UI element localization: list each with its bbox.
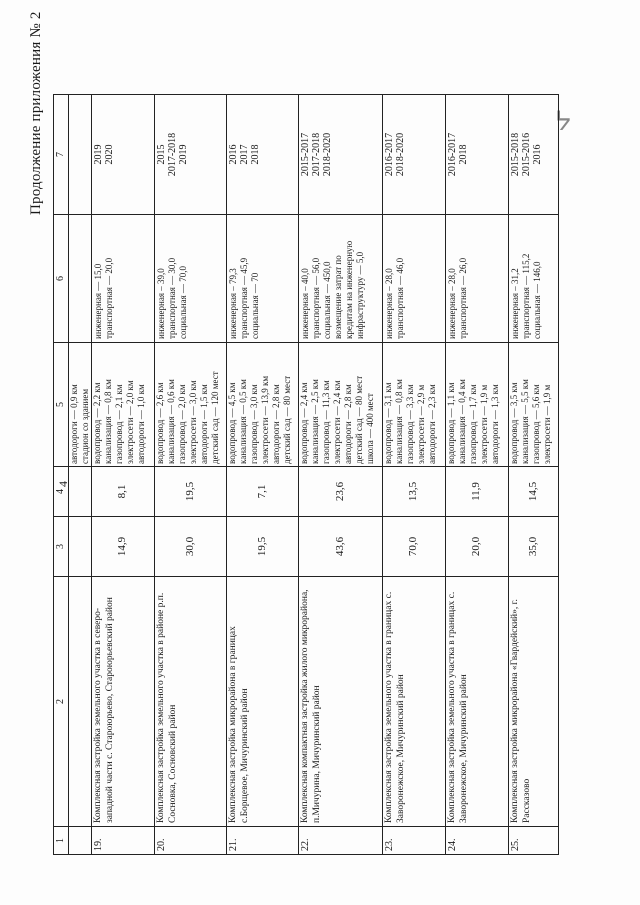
table-row [509, 95, 559, 855]
row-number: 23. [383, 827, 446, 855]
infrastructure-list: водопровод — 3,1 км канализация — 0,8 км газопровод — 3,3 км электросети — 2,9 м автодороги — 2,3 км [383, 343, 446, 467]
header-cell: 1 [54, 827, 69, 855]
row-number: 19. [92, 827, 155, 855]
project-name: Комплексная застройка земельного участка в границах с. Заворонежское, Мичуринский район [383, 577, 446, 827]
header-cell: 5 [54, 343, 69, 467]
area-value: 19,5 [227, 517, 299, 577]
funding-list: инженерная – 28,0 транспортная — 26,0 [446, 215, 509, 343]
housing-value: 13,5 [383, 467, 446, 517]
table-row [155, 95, 227, 855]
funding-list: инженерная — 15,0 транспортная — 20,0 [92, 215, 155, 343]
years-list: 2019 2020 [92, 95, 155, 215]
housing-value: 11,9 [446, 467, 509, 517]
document-title: Продолжение приложения № 2 [28, 11, 44, 215]
table-row [299, 95, 383, 855]
infrastructure-list: водопровод — 2,6 км канализация — 0,6 км газопровод — 2,0 км электросети — 3,0 км автодороги — 1,5 км детский сад — 120 мест [155, 343, 227, 467]
header-cell: 7 [54, 95, 69, 215]
years-list: 2015-2017 2017-2018 2018-2020 [299, 95, 383, 215]
area-value: 43,6 [299, 517, 383, 577]
area-value: 70,0 [383, 517, 446, 577]
handwritten-mark: ᔭ [554, 106, 572, 137]
header-cell: 2 [54, 577, 69, 827]
project-name: Комплексная застройка земельного участка в северо-западной части с. Староюрьево, Староюрьевский район [92, 577, 155, 827]
carryover-row [69, 95, 92, 855]
area-value: 30,0 [155, 517, 227, 577]
funding-list: инженерная – 79,3 транспортная — 45,9 социальная — 70 [227, 215, 299, 343]
housing-value: 23,6 [299, 467, 383, 517]
housing-value: 7,1 [227, 467, 299, 517]
row-number: 22. [299, 827, 383, 855]
funding-list: инженерная – 28,0 транспортная — 46,0 [383, 215, 446, 343]
funding-list: инженерная – 39,0 транспортная — 30,0 социальная — 70,0 [155, 215, 227, 343]
years-list: 2016-2017 2018-2020 [383, 95, 446, 215]
table-row [227, 95, 299, 855]
infrastructure-list: водопровод — 2,4 км канализация — 2,5 км газопровод — 11,3 км электросети — 2,4 км автодороги — 2,8 км детский сад — 80 мест школа — 400 мест [299, 343, 383, 467]
years-list: 2015-2018 2015-2016 2016 [509, 95, 559, 215]
area-value: 35,0 [509, 517, 559, 577]
area-value: 14,9 [92, 517, 155, 577]
projects-table [53, 94, 559, 855]
row-number: 20. [155, 827, 227, 855]
years-list: 2016 2017 2018 [227, 95, 299, 215]
page-number: 4 [56, 481, 70, 487]
header-cell: 4 [54, 467, 69, 517]
project-name: Комплексная застройка микрорайона в границах с.Борщевое, Мичуринский район [227, 577, 299, 827]
infrastructure-list: водопровод — 4,5 км канализация — 0,5 км газопровод — 3,0 км электросети — 13,9 км автодороги — 2,8 км детский сад — 80 мест [227, 343, 299, 467]
project-name: Комплексная застройка микрорайона «Гвардейский», г. Рассказово [509, 577, 559, 827]
infrastructure-list: водопровод — 3,5 км канализация — 5,5 км газопровод — 5,6 км электросети — 1,9 м [509, 343, 559, 467]
header-cell: 3 [54, 517, 69, 577]
area-value: 20,0 [446, 517, 509, 577]
header-row [54, 95, 69, 855]
funding-list: инженерная – 40,0 транспортная — 56,0 социальная — 450,0 возмещение затрат по кредитам на инженерную инфраструктуру — 5,0 [299, 215, 383, 343]
infrastructure-list: водопровод — 2,2 км канализация — 0,8 км газопровод — 2,1 км электросети — 2,0 км автодороги — 1,0 км [92, 343, 155, 467]
table-row [92, 95, 155, 855]
years-list: 2016-2017 2018 [446, 95, 509, 215]
header-cell: 6 [54, 215, 69, 343]
years-list: 2015 2017-2018 2019 [155, 95, 227, 215]
row-number: 21. [227, 827, 299, 855]
project-name: Комплексная застройка земельного участка в районе р.п. Сосновка, Сосновский район [155, 577, 227, 827]
infrastructure-list: водопровод — 1,1 км канализация — 0,4 км газопровод — 1,7 км электросети — 1,9 м автодороги — 1,3 км [446, 343, 509, 467]
carryover-infrastructure: автодороги — 0,9 км стадион со зданием [69, 343, 92, 467]
row-number: 24. [446, 827, 509, 855]
housing-value: 14,5 [509, 467, 559, 517]
table-row [446, 95, 509, 855]
row-number: 25. [509, 827, 559, 855]
table-row [383, 95, 446, 855]
funding-list: инженерная – 31,2 транспортная — 115,2 социальная — 146,0 [509, 215, 559, 343]
housing-value: 19,5 [155, 467, 227, 517]
project-name: Комплексная застройка земельного участка в границах с. Заворонежское, Мичуринский район [446, 577, 509, 827]
housing-value: 8,1 [92, 467, 155, 517]
project-name: Комплексная компактная застройка жилого микрорайона, п.Мичурина, Мичуринский район [299, 577, 383, 827]
